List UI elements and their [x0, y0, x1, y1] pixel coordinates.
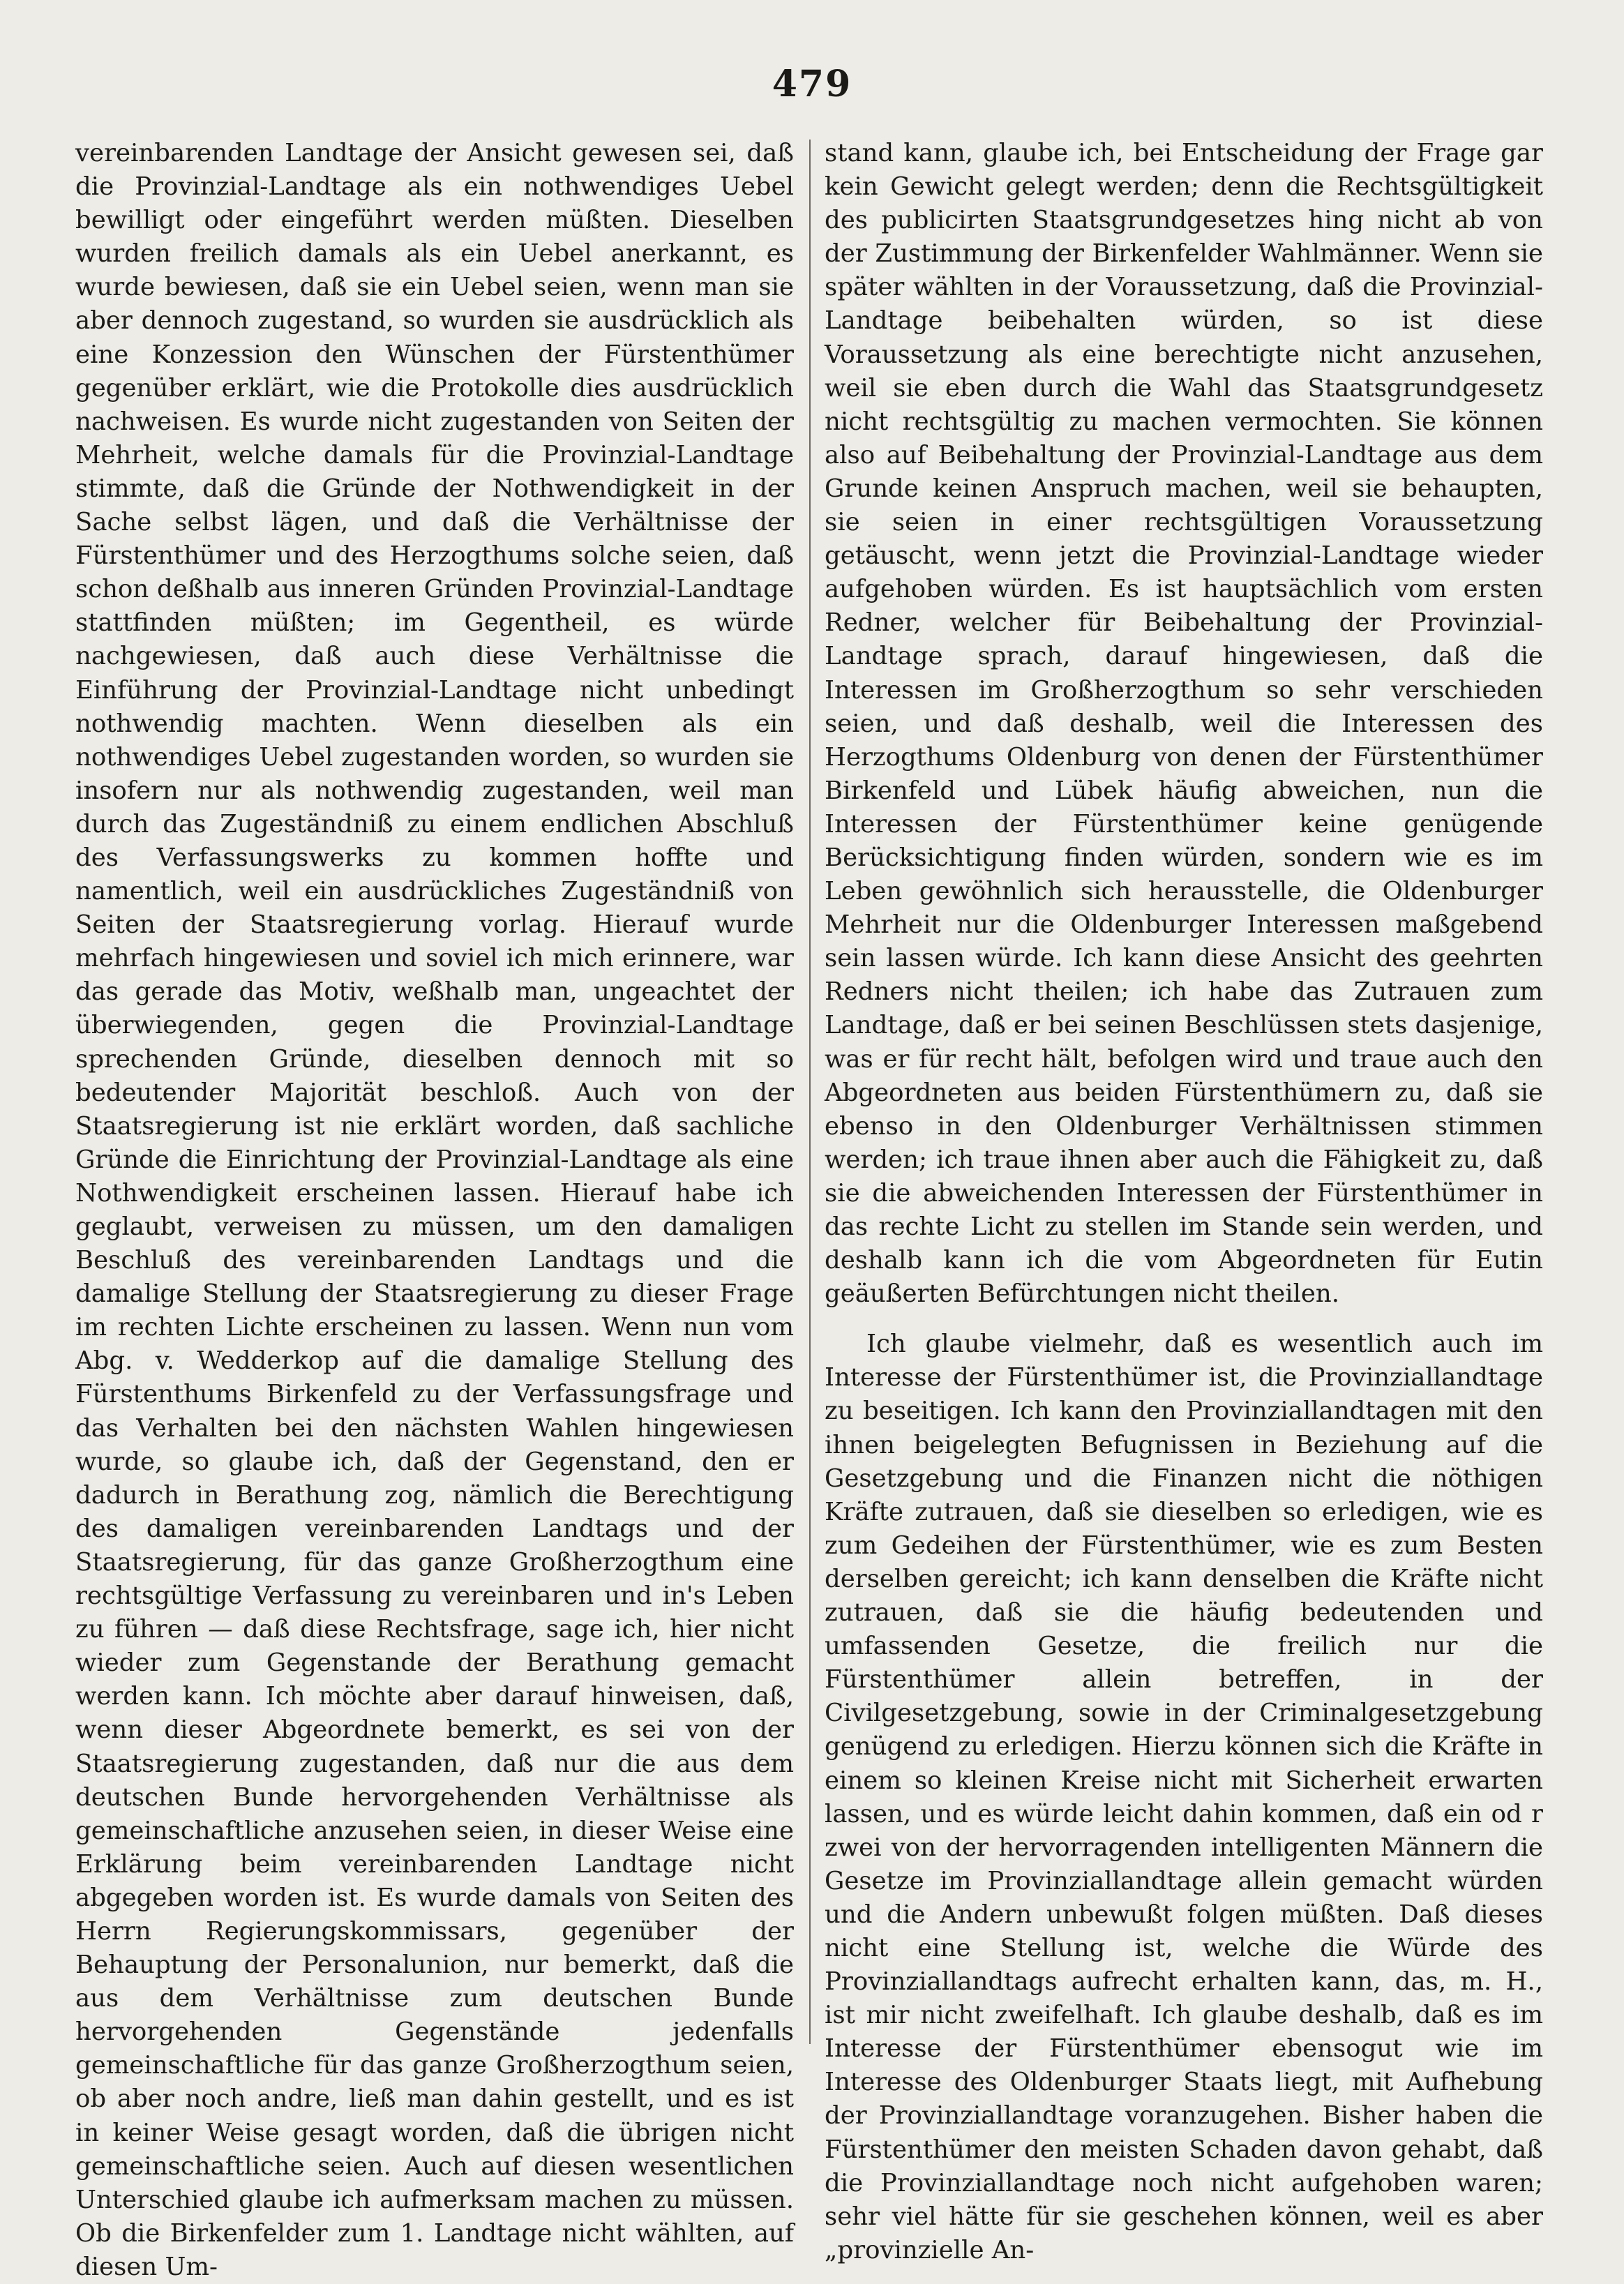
page-number: 479 [772, 63, 852, 105]
left-column-paragraph: vereinbarenden Landtage der Ansicht gewesen sei, daß die Provinzial-Landtage als ein nothwendiges Uebel bewilligt oder eingeführt werden müßten. Dieselben wurden freilich damals als ein Uebel anerkannt, es wurde bewiesen, daß sie ein Uebel seien, wenn man sie aber dennoch zugestand, so wurden sie ausdrücklich als eine Konzession den Wünschen der Fürstenthümer gegenüber erklärt, wie die Protokolle dies ausdrücklich nachweisen. Es wurde nicht zugestanden von Seiten der Mehrheit, welche damals für die Provinzial-Landtage stimmte, daß die Gründe der Nothwendigkeit in der Sache selbst lägen, und daß die Verhältnisse der Fürstenthümer und des Herzogthums solche seien, daß schon deßhalb aus inneren Gründen Provinzial-Landtage stattfinden müßten; im Gegentheil, es würde nachgewiesen, daß auch diese Verhältnisse die Einführung der Provinzial-Landtage nicht unbedingt nothwendig machten. Wenn dieselben als ein nothwendiges Uebel zugestanden worden, so wurden sie insofern nur als nothwendig zugestanden, weil man durch das Zugeständniß zu einem endlichen Abschluß des Verfassungswerks zu kommen hoffte und namentlich, weil ein ausdrückliches Zugeständniß von Seiten der Staatsregierung vorlag. Hierauf wurde mehrfach hingewiesen und soviel ich mich erinnere, war das gerade das Motiv, weßhalb man, ungeachtet der überwiegenden, gegen die Provinzial-Landtage sprechenden Gründe, dieselben dennoch mit so bedeutender Majorität beschloß. Auch von der Staatsregierung ist nie erklärt worden, daß sachliche Gründe die Einrichtung der Provinzial-Landtage als eine Nothwendigkeit erscheinen lassen. Hierauf habe ich geglaubt, verweisen zu müssen, um den damaligen Beschluß des vereinbarenden Landtags und die damalige Stellung der Staatsregierung zu dieser Frage im rechten Lichte erscheinen zu lassen. Wenn nun vom Abg. v. Wedderkop auf die damalige Stellung des Fürstenthums Birkenfeld zu der Verfassungsfrage und das Verhalten bei den nächsten Wahlen hingewiesen wurde, so glaube ich, daß der Gegenstand, den er dadurch in Berathung zog, nämlich die Berechtigung des damaligen vereinbarenden Landtags und der Staatsregierung, für das ganze Großherzogthum eine rechtsgültige Verfassung zu vereinbaren und in's Leben zu führen — daß diese Rechtsfrage, sage ich, hier nicht wieder zum Gegenstande der Berathung gemacht werden kann. Ich möchte aber darauf hinweisen, daß, wenn dieser Abgeordnete bemerkt, es sei von der Staatsregierung zugestanden, daß nur die aus dem deutschen Bunde hervorgehenden Verhältnisse als gemeinschaftliche anzusehen seien, in dieser Weise eine Erklärung beim vereinbarenden Landtage nicht abgegeben worden ist. Es wurde damals von Seiten des Herrn Regierungskommissars, gegenüber der Behauptung der Personalunion, nur bemerkt, daß die aus dem Verhältnisse zum deutschen Bunde hervorgehenden Gegenstände jedenfalls gemeinschaftliche für das ganze Großherzogthum seien, ob aber noch andre, ließ man dahin gestellt, und es ist in keiner Weise gesagt worden, daß die übrigen nicht gemeinschaftliche seien. Auch auf diesen wesentlichen Unterschied glaube ich aufmerksam machen zu müssen. Ob die Birkenfelder zum 1. Landtage nicht wählten, auf diesen Um- [75, 139, 794, 2281]
right-column [825, 137, 1543, 2264]
right-column-paragraph: stand kann, glaube ich, bei Entscheidung der Frage gar kein Gewicht gelegt werden; denn die Rechtsgültigkeit des publicirten Staatsgrundgesetzes hing nicht ab von der Zustimmung der Birkenfelder Wahlmänner. Wenn sie später wählten in der Voraussetzung, daß die Provinzial-Landtage beibehalten würden, so ist diese Voraussetzung als eine berechtigte nicht anzusehen, weil sie eben durch die Wahl das Staatsgrundgesetz nicht rechtsgültig zu machen vermochten. Sie können also auf Beibehaltung der Provinzial-Landtage aus dem Grunde keinen Anspruch machen, weil sie behaupten, sie seien in einer rechtsgültigen Voraussetzung getäuscht, wenn jetzt die Provinzial-Landtage wieder aufgehoben würden. Es ist hauptsächlich vom ersten Redner, welcher für Beibehaltung der Provinzial-Landtage sprach, darauf hingewiesen, daß die Interessen im Großherzogthum so sehr verschieden seien, und daß deshalb, weil die Interessen des Herzogthums Oldenburg von denen der Fürstenthümer Birkenfeld und Lübek häufig abweichen, nun die Interessen der Fürstenthümer keine genügende Berücksichtigung finden würden, sondern wie es im Leben gewöhnlich sich herausstelle, die Oldenburger Mehrheit nur die Oldenburger Interessen maßgebend sein lassen würde. Ich kann diese Ansicht des geehrten Redners nicht theilen; ich habe das Zutrauen zum Landtage, daß er bei seinen Beschlüssen stets dasjenige, was er für recht hält, befolgen wird und traue auch den Abgeordneten aus beiden Fürstenthümern zu, daß sie ebenso in den Oldenburger Verhältnissen stimmen werden; ich traue ihnen aber auch die Fähigkeit zu, daß sie die abweichenden Interessen der Fürstenthümer in das rechte Licht zu stellen im Stande sein werden, und deshalb kann ich die vom Abgeordneten für Eutin geäußerten Befürchtungen nicht theilen. [825, 139, 1543, 1309]
left-column [75, 137, 794, 2281]
column-divider [809, 140, 811, 2044]
right-column-paragraph: Ich glaube vielmehr, daß es wesentlich auch im Interesse der Fürstenthümer ist, die Provinziallandtage zu beseitigen. Ich kann den Provinziallandtagen mit den ihnen beigelegten Befugnissen in Beziehung auf die Gesetzgebung und die Finanzen nicht die nöthigen Kräfte zutrauen, daß sie dieselben so erledigen, wie es zum Gedeihen der Fürstenthümer, wie es zum Besten derselben gereicht; ich kann denselben die Kräfte nicht zutrauen, daß sie die häufig bedeutenden und umfassenden Gesetze, die freilich nur die Fürstenthümer allein betreffen, in der Civilgesetzgebung, sowie in der Criminalgesetzgebung genügend zu erledigen. Hierzu können sich die Kräfte in einem so kleinen Kreise nicht mit Sicherheit erwarten lassen, und es würde leicht dahin kommen, daß ein od r zwei von der hervorragenden intelligenten Männern die Gesetze im Provinziallandtage allein gemacht würden und die Andern unbewußt folgen müßten. Daß dieses nicht eine Stellung ist, welche die Würde des Provinziallandtags aufrecht erhalten kann, das, m. H., ist mir nicht zweifelhaft. Ich glaube deshalb, daß es im Interesse der Fürstenthümer ebensogut wie im Interesse des Oldenburger Staats liegt, mit Aufhebung der Provinziallandtage voranzugehen. Bisher haben die Fürstenthümer den meisten Schaden davon gehabt, daß die Provinziallandtage noch nicht aufgehoben waren; sehr viel hätte für sie geschehen können, weil es aber „provinzielle An- [825, 1330, 1543, 2264]
